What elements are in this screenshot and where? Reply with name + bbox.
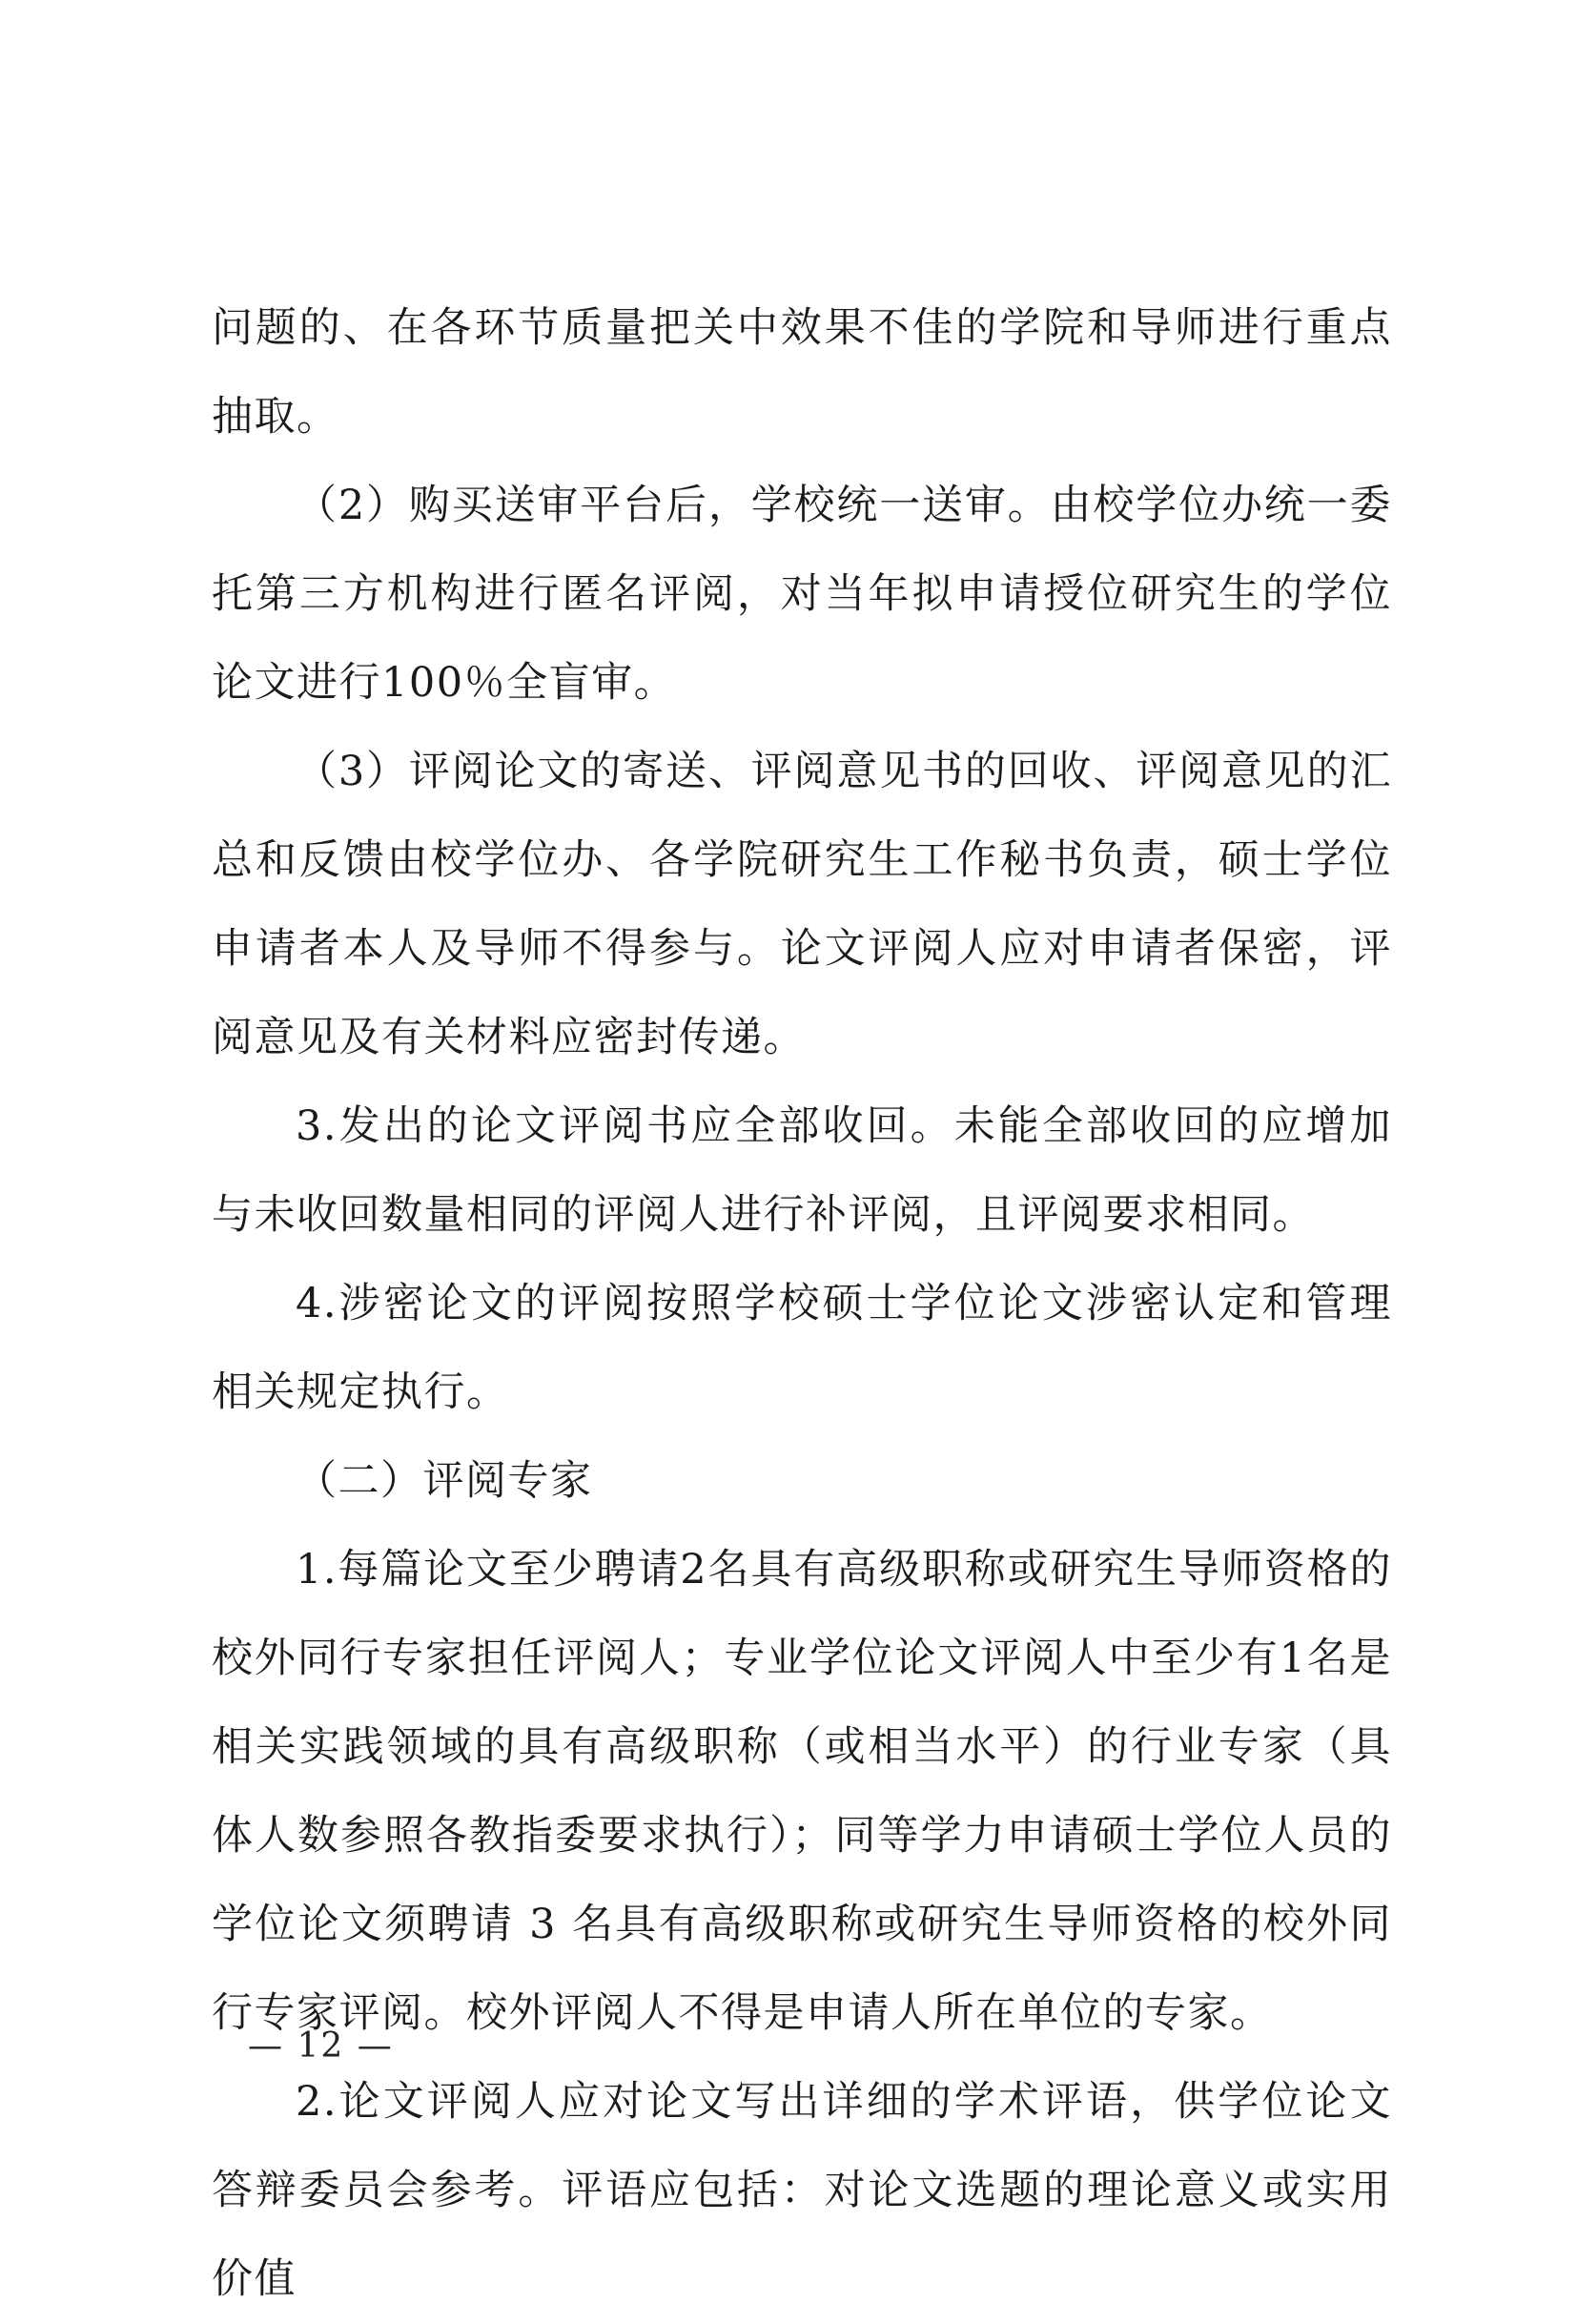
paragraph-point-3: 3.发出的论文评阅书应全部收回。未能全部收回的应增加与未收回数量相同的评阅人进行补评阅，且评阅要求相同。 — [212, 1102, 1392, 1239]
paragraph-experts-point-1: 1.每篇论文至少聘请2名具有高级职称或研究生导师资格的校外同行专家担任评阅人；专业学位论文评阅人中至少有1名是相关实践领域的具有高级职称（或相当水平）的行业专家（具体人数参照各教指委要求执行）；同等学力申请硕士学位人员的学位论文须聘请 3 名具有高级职称或研究生导师资格的校外同行专家评阅。校外评阅人不得是申请人所在单位的专家。 — [212, 1546, 1392, 2037]
body-text — [212, 284, 1392, 2324]
section-heading-review-experts: （二）评阅专家 — [296, 1457, 593, 1505]
paragraph-experts-point-2: 2.论文评阅人应对论文写出详细的学术评语，供学位论文答辩委员会参考。评语应包括：对论文选题的理论意义或实用价值 — [212, 2078, 1392, 2303]
paragraph-item-2: （2）购买送审平台后，学校统一送审。由校学位办统一委托第三方机构进行匿名评阅，对当年拟申请授位研究生的学位论文进行100％全盲审。 — [212, 482, 1392, 707]
page-number: — 12 — — [248, 2026, 394, 2066]
paragraph-continuation: 问题的、在各环节质量把关中效果不佳的学院和导师进行重点抽取。 — [212, 304, 1392, 441]
paragraph-item-3: （3）评阅论文的寄送、评阅意见书的回收、评阅意见的汇总和反馈由校学位办、各学院研究生工作秘书负责，硕士学位申请者本人及导师不得参与。论文评阅人应对申请者保密，评阅意见及有关材料应密封传递。 — [212, 748, 1392, 1061]
paragraph-point-4: 4.涉密论文的评阅按照学校硕士学位论文涉密认定和管理相关规定执行。 — [212, 1280, 1392, 1416]
